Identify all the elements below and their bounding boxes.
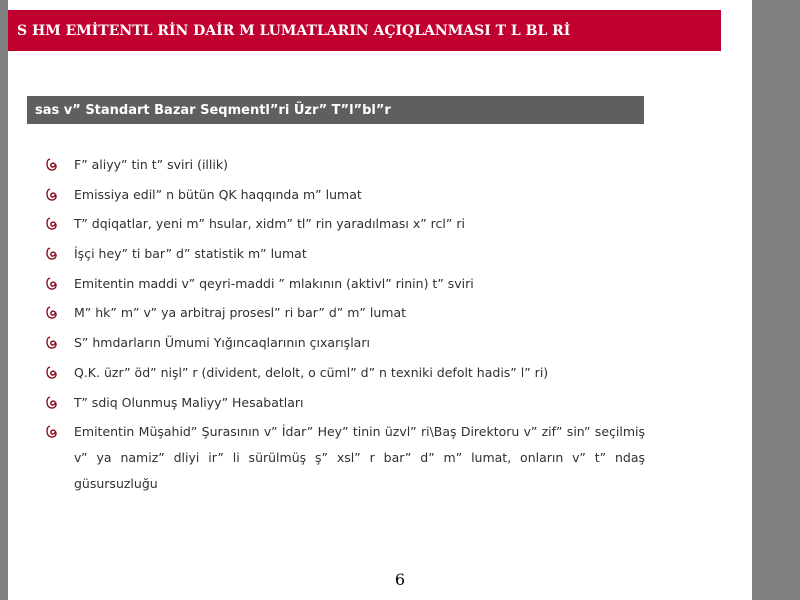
page-number: 6 [394, 570, 406, 589]
list-item [45, 330, 645, 356]
swirl-bullet-icon [45, 336, 59, 350]
swirl-bullet-icon [45, 217, 59, 231]
section-header [27, 96, 644, 124]
list-item-text: Emitentin Müşahid” Şurasının v” İdar” Hey” tinin üzvl” ri\Baş Direktoru v” zif” sin” seçilmiş v” ya namiz” dliyi ir” li sürülmüş ş” xsl” r bar” d” m” lumat, onların v” t” ndaş güsursuzluğu [74, 424, 645, 492]
list-item-text: S” hmdarların Ümumi Yığıncaqlarının çıxarışları [74, 335, 370, 351]
swirl-bullet-icon [45, 158, 59, 172]
list-item-text: İşçi hey” ti bar” d” statistik m” lumat [74, 246, 307, 262]
list-item-text: Q.K. üzr” öd” nişl” r (divident, delolt, o cüml” d” n texniki defolt hadis” l” ri) [74, 364, 549, 380]
list-item-text: F” aliyy” tin t” sviri (illik) [74, 157, 228, 172]
swirl-bullet-icon [45, 306, 59, 320]
swirl-bullet-icon [45, 396, 59, 410]
list-item-text: Emissiya edil” n bütün QK haqqında m” lumat [74, 186, 362, 202]
list-item [45, 241, 645, 267]
swirl-bullet-icon [45, 188, 59, 202]
list-item [45, 419, 645, 497]
list-item-text: M” hk” m” v” ya arbitraj prosesl” ri bar” d” m” lumat [74, 305, 407, 321]
list-item [45, 390, 645, 416]
list-item-text: T” dqiqatlar, yeni m” hsular, xidm” tl” rin yaradılması x” rcl” ri [74, 216, 465, 232]
list-item [45, 271, 645, 297]
list-item [45, 360, 645, 386]
list-item [45, 152, 645, 178]
title-bar [8, 10, 721, 51]
section-title: sas v” Standart Bazar Seqmentl”ri Üzr” T”l”bl”r [35, 102, 391, 118]
swirl-bullet-icon [45, 247, 59, 261]
page-title: S HM EMİTENTL RİN DAİR M LUMATLARIN AÇIQLANMASI T L BL Rİ [17, 22, 571, 39]
swirl-bullet-icon [45, 277, 59, 291]
list-item [45, 300, 645, 326]
list-item [45, 211, 645, 237]
swirl-bullet-icon [45, 425, 59, 439]
list-item-text: Emitentin maddi v” qeyri-maddi ” mlakının (aktivl” rinin) t” sviri [74, 275, 474, 291]
list-item [45, 182, 645, 208]
bullet-list [45, 152, 645, 501]
list-item-text: T” sdiq Olunmuş Maliyy” Hesabatları [74, 394, 304, 410]
swirl-bullet-icon [45, 366, 59, 380]
